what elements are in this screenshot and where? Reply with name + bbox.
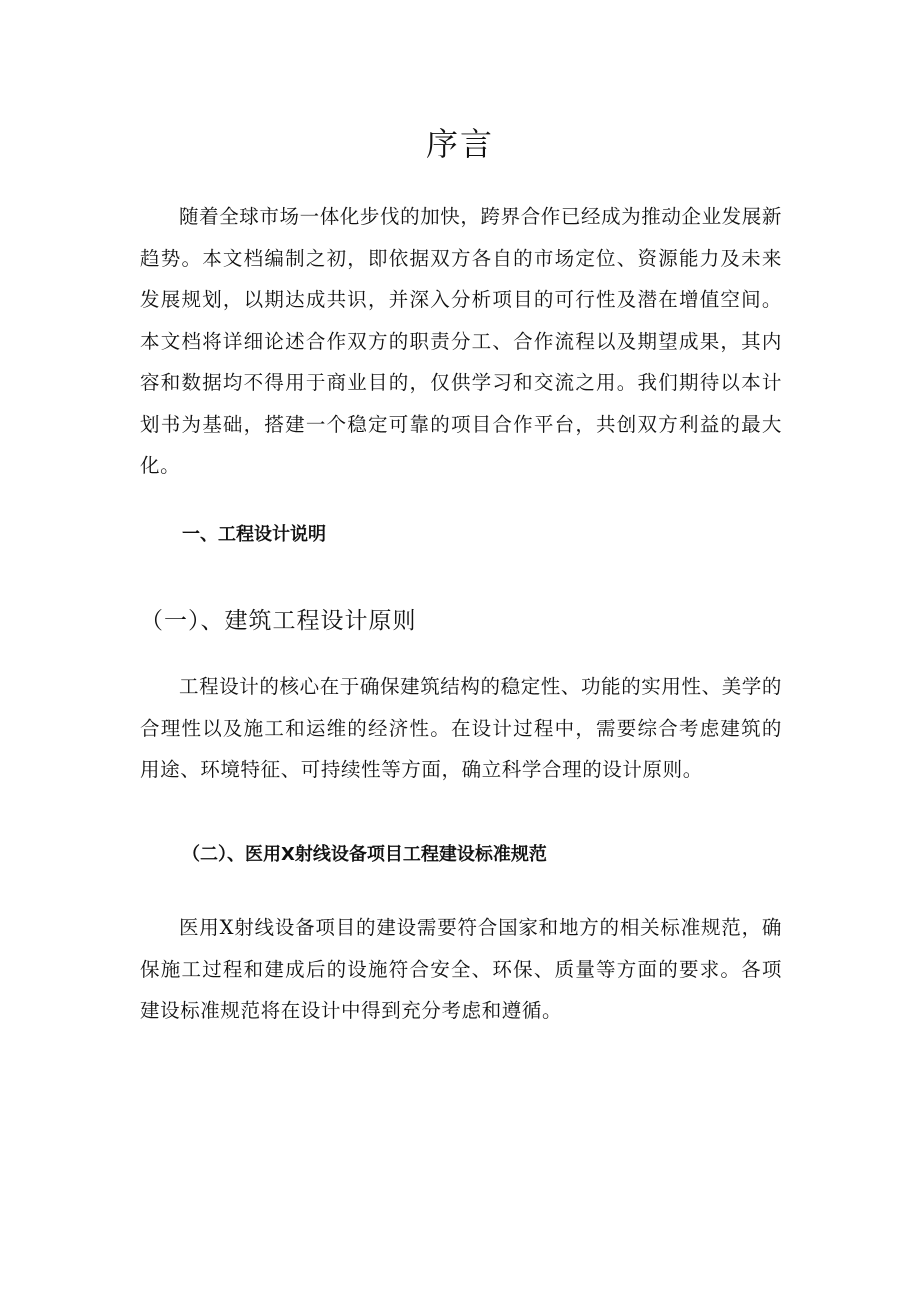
design-principles-paragraph: 工程设计的核心在于确保建筑结构的稳定性、功能的实用性、美学的合理性以及施工和运维的经济性。在设计过程中，需要综合考虑建筑的用途、环境特征、可持续性等方面，确立科学合理的设计原则。 — [140, 675, 783, 781]
standards-paragraph: 医用X射线设备项目的建设需要符合国家和地方的相关标准规范，确保施工过程和建成后的设施符合安全、环保、质量等方面的要求。各项建设标准规范将在设计中得到充分考虑和遵循。 — [140, 916, 782, 1022]
page-title: 序言 — [425, 125, 494, 163]
section-heading-engineering-design: 一、工程设计说明 — [182, 524, 326, 545]
subsection-heading-standards: （二）、医用X射线设备项目工程建设标准规范 — [182, 844, 547, 865]
intro-paragraph: 随着全球市场一体化步伐的加快，跨界合作已经成为推动企业发展新趋势。本文档编制之初，即依据双方各自的市场定位、资源能力及未来发展规划，以期达成共识，并深入分析项目的可行性及潜在增值空间。本文档将详细论述合作双方的职责分工、合作流程以及期望成果，其内容和数据均不得用于商业目的，仅供学习和交流之用。我们期待以本计划书为基础，搭建一个稳定可靠的项目合作平台，共创双方利益的最大化。 — [140, 205, 783, 477]
subsection-heading-design-principles: （一）、建筑工程设计原则 — [140, 608, 417, 634]
